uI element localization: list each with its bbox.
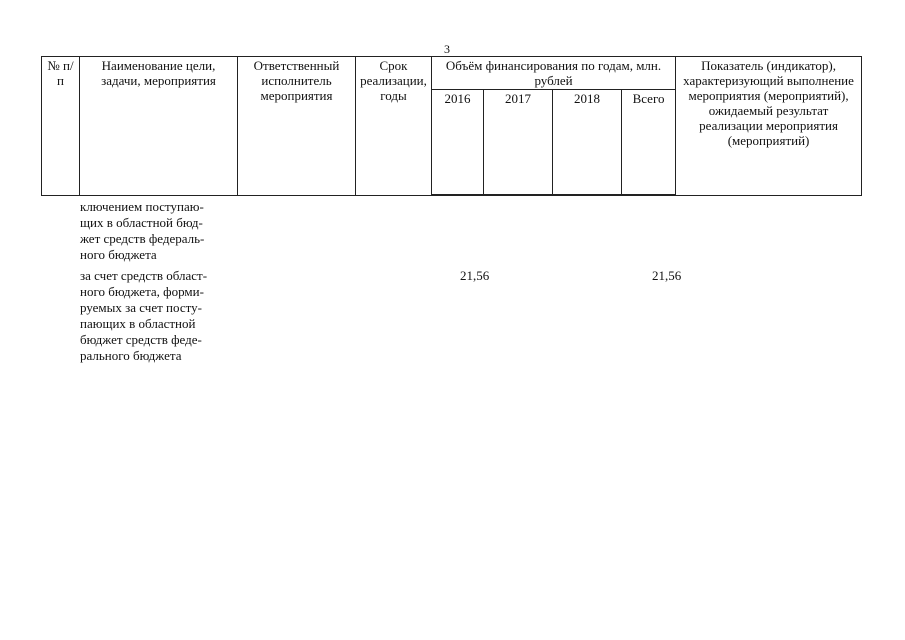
- text-line: щих в областной бюд-: [80, 215, 203, 230]
- col-year-2018: 2018: [553, 90, 622, 196]
- value-2016: 21,56: [460, 268, 490, 283]
- text-line: ного бюджета, форми-: [80, 284, 204, 299]
- col-name-header: Наименование цели, задачи, мероприятия: [80, 57, 238, 196]
- row-text-regional-budget: [80, 268, 246, 364]
- text-line: ного бюджета: [80, 247, 157, 262]
- col-year-2017: 2017: [484, 90, 553, 196]
- row-text-continuation: [80, 199, 246, 263]
- col-term-header: Срок реализации, годы: [356, 57, 432, 196]
- col-funding-header: Объём финансирования по годам, млн. рублей: [432, 57, 676, 90]
- value-total: 21,56: [652, 268, 682, 283]
- text-line: за счет средств област-: [80, 268, 208, 283]
- text-line: пающих в областной: [80, 316, 196, 331]
- header-table: [41, 56, 862, 196]
- text-line: рального бюджета: [80, 348, 182, 363]
- col-number-header: № п/п: [42, 57, 80, 196]
- text-line: руемых за счет посту-: [80, 300, 202, 315]
- col-year-2016: 2016: [432, 90, 484, 196]
- page-number: 3: [444, 42, 450, 56]
- col-indicator-header: Показатель (индикатор), характеризующий выполнение мероприятия (мероприятий), ожидаемый результат реализации мероприятия (мероприятий): [676, 57, 862, 196]
- col-total: Всего: [622, 90, 676, 196]
- text-line: жет средств федераль-: [80, 231, 205, 246]
- text-line: ключением поступаю-: [80, 199, 204, 214]
- col-executor-header: Ответственный исполнитель мероприятия: [238, 57, 356, 196]
- text-line: бюджет средств феде-: [80, 332, 202, 347]
